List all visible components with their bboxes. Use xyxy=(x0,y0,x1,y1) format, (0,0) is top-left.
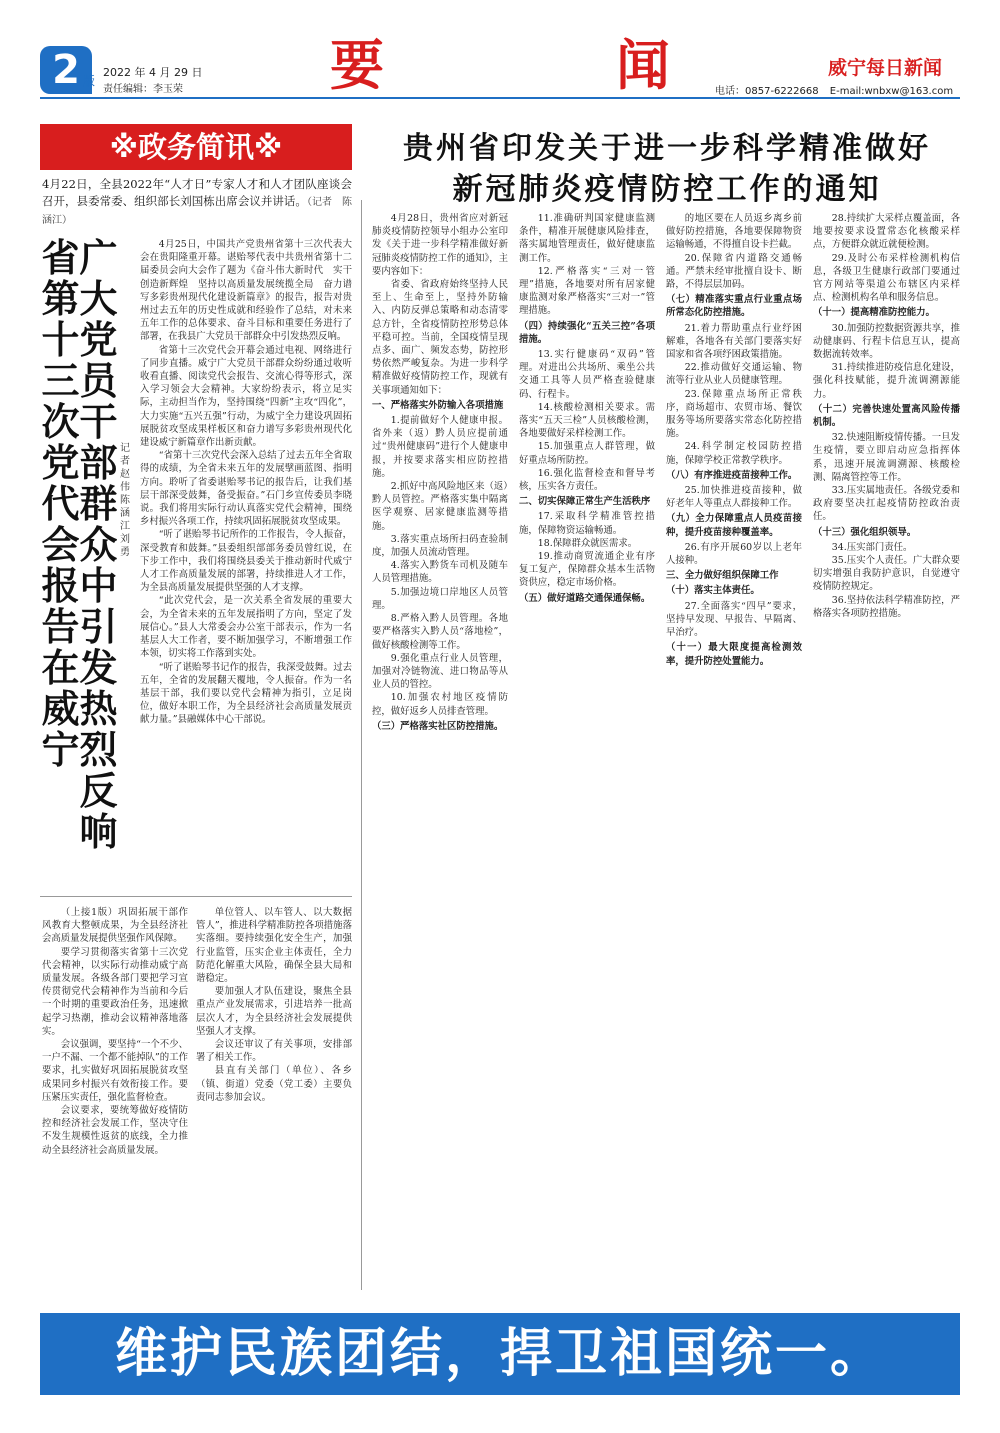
section-subheading: 三、全力做好组织保障工作 xyxy=(666,570,779,582)
paragraph: 要学习贯彻落实省第十三次党代会精神，以实际行动推动威宁高质量发展。各级各部门要把学习宣传贯彻党代会精神作为当前和今后一个时期的重要政治任务，迅速掀起学习热潮，推动会议精神落地落实。 xyxy=(42,946,188,1037)
phone-number: 电话：0857-6222668 xyxy=(715,86,819,97)
paragraph: 省委、省政府始终坚持人民至上、生命至上，坚持外防输入、内防反弹总策略和动态清零总方针，全省疫情防控形势总体平稳可控。当前，全国疫情呈现点多、面广、频发态势，防控形势依然严峻复杂。为进一步科学精准做好疫情防控工作，现就有关事项通知如下： xyxy=(372,279,508,396)
paragraph: 3.落实重点场所扫码查验制度，加强人员流动管理。 xyxy=(372,533,508,559)
paragraph: 4月28日，贵州省应对新冠肺炎疫情防控领导小组办公室印发《关于进一步科学精准做好新冠肺炎疫情防控工作的通知》，主要内容如下： xyxy=(372,213,508,277)
section-subheading: （三）严格落实社区防控措施。 xyxy=(372,720,504,732)
paragraph: 25.加快推进疫苗接种，做好老年人等重点人群接种工作。 xyxy=(666,485,802,510)
paragraph: 28.持续扩大采样点覆盖面，各地要按要求设置常态化核酸采样点，方便群众就近就便检测。 xyxy=(813,213,960,251)
paragraph: 11.准确研判国家健康监测条件，精准开展健康风险排查，落实属地管理责任，做好健康监测工作。 xyxy=(519,213,655,264)
paragraph: 14.核酸检测相关要求。需落实“五天三检”人员核酸检测，各地要做好采样检测工作。 xyxy=(519,401,655,440)
email-address: E-mail:wnbxw@163.com xyxy=(829,86,954,97)
paragraph: 24.科学制定校园防控措施，保障学校正常教学秩序。 xyxy=(666,441,802,466)
paragraph: “听了谌贻琴书记作的报告，我深受鼓舞。过去五年，全省的发展翻天覆地，令人振奋。作为一名基层干部，我们要以党代会精神为指引，立足岗位，做好本职工作，为全县经济社会高质量发展贡献力量。”县融媒体中心干部说。 xyxy=(140,661,352,726)
paragraph: 5.加强边境口岸地区人员管理。 xyxy=(372,586,508,611)
paragraph: 会议还审议了有关事项，安排部署了相关工作。 xyxy=(196,1039,352,1064)
paragraph: 31.持续推进防疫信息化建设，强化科技赋能，提升流调溯源能力。 xyxy=(813,362,960,400)
section-subheading: （五）做好道路交通保通保畅。 xyxy=(519,592,651,604)
notice-column-3 xyxy=(666,212,802,1292)
paragraph: 17.采取科学精准管控措施，保障物资运输畅通。 xyxy=(519,511,655,536)
column-divider xyxy=(361,200,362,1290)
paragraph: 单位管人、以车管人、以大数据管人”，推进科学精准防控各项措施落实落细。要持续强化安全生产，加强行业监管，压实企业主体责任，全力防范化解重大风险，确保全县大局和谐稳定。 xyxy=(196,907,352,985)
vertical-byline: 记者 赵伟 陈涵江 刘勇 xyxy=(120,443,140,558)
paragraph: 26.有序开展60岁以上老年人接种。 xyxy=(666,541,802,567)
editor-credit: 责任编辑：李玉荣 xyxy=(103,84,183,95)
section-subheading: （七）精准落实重点行业重点场所常态化防控措施。 xyxy=(666,294,802,319)
page-number: 2 xyxy=(40,46,92,94)
section-subheading: （十一）提高精准防控能力。 xyxy=(813,307,935,319)
paragraph: 要加强人才队伍建设，聚焦全县重点产业发展需求，引进培养一批高层次人才，为全县经济社会发展提供坚强人才支撑。 xyxy=(196,986,352,1037)
section-subheading: （十）落实主体责任。 xyxy=(666,585,760,597)
masthead xyxy=(0,0,1000,100)
paragraph: 2.抓好中高风险地区来（返）黔人员管控。严格落实集中隔离医学观察、居家健康监测等措施。 xyxy=(372,481,508,532)
paragraph: 13.实行健康码“双码”管理。对进出公共场所、乘坐公共交通工具等人员严格查验健康码、行程卡。 xyxy=(519,349,655,400)
lower-article-column-2 xyxy=(196,906,352,1301)
section-title-char-1: 要 xyxy=(330,33,384,97)
contact-info xyxy=(715,82,953,97)
paragraph: 32.快速阻断疫情传播。一旦发生疫情，要立即启动应急指挥体系，迅速开展流调溯源、核酸检测、隔离管控等工作。 xyxy=(813,432,960,483)
section-title xyxy=(330,30,670,97)
paragraph: 27.全面落实“四早”要求，坚持早发现、早报告、早隔离、早治疗。 xyxy=(666,600,802,639)
paragraph: 15.加强重点人群管理，做好重点场所防控。 xyxy=(519,441,655,466)
paragraph: 35.压实个人责任。广大群众要切实增强自我防护意识，自觉遵守疫情防控规定。 xyxy=(813,555,960,593)
bottom-slogan: 维护民族团结，捍卫祖国统一。 xyxy=(40,1313,960,1395)
vertical-headline-main: 广大党员干部群众中引发热烈反响 xyxy=(79,236,118,854)
section-subheading: （八）有序推进疫苗接种工作。 xyxy=(666,469,798,481)
section-subheading: （十一）最大限度提高检测效率，提升防控处置能力。 xyxy=(666,642,802,667)
paragraph: 29.及时公布采样检测机构信息，各级卫生健康行政部门要通过官方网站等渠道公布辖区内采样点、检测机构名单和服务信息。 xyxy=(813,252,960,304)
paragraph: 16.强化监督检查和督导考核，压实各方责任。 xyxy=(519,467,655,493)
vertical-headline-sub: 省第十三次党代会报告在威宁 xyxy=(41,236,80,772)
paragraph: 18.保障群众就医需求。 xyxy=(537,537,638,549)
paragraph: 县直有关部门（单位）、各乡（镇、街道）党委（党工委）主要负责同志参加会议。 xyxy=(196,1065,352,1103)
notice-column-4 xyxy=(813,212,960,1292)
party-congress-article xyxy=(140,238,352,888)
paragraph: 省第十三次党代会开幕会通过电视、网络进行了同步直播。威宁广大党员干部群众纷纷通过收听收看直播、阅读党代会报告、交流心得等形式，深入学习领会大会精神。大家纷纷表示，将立足实际，主动担当作为，坚持围绕“四新”主攻“四化”，大力实施“五兴五强”行动，为威宁全力建设巩固拓展脱贫攻坚成果样板区和奋力谱写多彩贵州现代化建设威宁新篇章作出新贡献。 xyxy=(140,344,352,449)
page-label: 版 xyxy=(83,74,96,88)
paragraph: 20.保障省内道路交通畅通。严禁未经审批擅自设卡、断路，不得层层加码。 xyxy=(666,252,802,291)
paragraph: 30.加强防控数据资源共享，推动健康码、行程卡信息互认，提高数据流转效率。 xyxy=(813,322,960,361)
newspaper-brand: 威宁每日新闻 xyxy=(828,57,943,79)
section-subheading: （十三）强化组织领导。 xyxy=(813,526,917,538)
paragraph: “省第十三次党代会深入总结了过去五年全省取得的成绩，为全省未来五年的发展擘画蓝图、指明方向。聆听了省委谌贻琴书记的报告后，让我们基层干部深受鼓舞，备受振奋。”石门乡宣传委员李晓说。我们将用实际行动认真落实党代会精神，围绕乡村振兴各项工作，持续巩固拓展脱贫攻坚成果。 xyxy=(140,450,352,528)
paragraph: 1.提前做好个人健康申报。省外来（返）黔人员应提前通过“贵州健康码”进行个人健康申报，并按要求落实相应防控措施。 xyxy=(372,415,508,479)
paragraph: 34.压实部门责任。 xyxy=(831,541,913,553)
issue-date: 2022 年 4 月 29 日 xyxy=(103,66,203,79)
section-subheading: （四）持续强化“五关三控”各项措施。 xyxy=(519,320,655,345)
paragraph: 8.严格入黔人员管理。各地要严格落实入黔人员“落地检”，做好核酸检测等工作。 xyxy=(372,613,508,651)
paragraph: 4.落实入黔货车司机及随车人员管理措施。 xyxy=(372,560,508,585)
headline-line-2: 新冠肺炎疫情防控工作的通知 xyxy=(452,172,882,207)
paragraph: “此次党代会，是一次关系全省发展的重要大会，为全省未来的五年发展指明了方向，坚定了发展信心。”县人大常委会办公室干部表示，作为一名基层人大工作者，要不断加强学习，不断增强工作本领，切实将工作落到实处。 xyxy=(140,595,352,660)
paragraph: 会议强调，要坚持“一个不少、一户不漏、一个都不能掉队”的工作要求，扎实做好巩固拓展脱贫攻坚成果同乡村振兴有效衔接工作。要压紧压实责任，强化监督检查。 xyxy=(42,1039,188,1103)
briefing-title: ※政务简讯※ xyxy=(40,124,352,170)
section-subheading: 一、严格落实外防输入各项措施 xyxy=(372,399,504,411)
section-subheading: （九）全力保障重点人员疫苗接种，提升疫苗接种覆盖率。 xyxy=(666,513,802,538)
paragraph: 会议要求，要统筹做好疫情防控和经济社会发展工作，坚决守住不发生规模性返贫的底线，全力推动全县经济社会高质量发展。 xyxy=(42,1105,188,1156)
notice-column-1 xyxy=(372,212,508,1292)
paragraph: “听了谌贻琴书记所作的工作报告，令人振奋，深受教育和鼓舞。”县委组织部部务委员曾红说，在下步工作中，我们将围绕县委关于推动新时代威宁人才工作高质量发展的部署，持续推进人才工作，为全县高质量发展提供坚强的人才支撑。 xyxy=(140,529,352,594)
briefing-body: 4月22日，全县2022年“人才日”专家人才和人才团队座谈会召开，县委常委、组织部长刘国栋出席会议并讲话。 xyxy=(42,177,352,208)
section-divider xyxy=(40,896,352,897)
paragraph: 36.坚持依法科学精准防控，严格落实各项防控措施。 xyxy=(813,594,960,619)
section-subheading: 二、切实保障正常生产生活秩序 xyxy=(519,496,651,508)
paragraph: 22.推动做好交通运输、物流等行业从业人员健康管理。 xyxy=(666,362,802,387)
headline-line-1: 贵州省印发关于进一步科学精准做好 xyxy=(403,131,931,166)
masthead-rule xyxy=(40,97,960,99)
paragraph: （上接1版）巩固拓展干部作风教育大整顿成果，为全县经济社会高质量发展提供坚强作风保障。 xyxy=(42,907,188,945)
notice-column-2 xyxy=(519,212,655,1292)
section-subheading: （十二）完善快速处置高风险传播机制。 xyxy=(813,403,960,429)
paragraph: 4月25日，中国共产党贵州省第十三次代表大会在贵阳隆重开幕。谌贻琴代表中共贵州省第十二届委员会向大会作了题为《奋斗伟大新时代 实干创造新辉煌 坚持以高质量发展统揽全局 奋力谱写多彩贵州现代化建设新篇章》的报告，报告对贵州过去五年的历史性成就和经验作了总结，对未来五年工作的总体要求、奋斗目标和重要任务进行了部署，在我县广大党员干部群众中引发热烈反响。 xyxy=(140,239,352,343)
paragraph: 10.加强农村地区疫情防控，做好返乡人员排查管理。 xyxy=(372,692,508,717)
main-headline xyxy=(372,128,962,210)
lower-article-column-1 xyxy=(42,906,188,1301)
paragraph: 23.保障重点场所正常秩序，商场超市、农贸市场、餐饮服务等场所要落实常态化防控措施。 xyxy=(666,388,802,440)
briefing-byline: （记者 陈涵江） xyxy=(42,197,353,226)
briefing-text xyxy=(42,176,352,229)
paragraph: 19.推动商贸流通企业有序复工复产，保障群众基本生活物资供应，稳定市场价格。 xyxy=(519,551,655,589)
paragraph: 的地区要在人员返乡离乡前做好防控措施，各地要保障物资运输畅通，不得擅自设卡拦截。 xyxy=(666,213,802,251)
paragraph: 12.严格落实“三对一管理”措施，各地要对所有居家健康监测对象严格落实“三对一”管理措施。 xyxy=(519,265,655,317)
paragraph: 21.着力帮助重点行业纾困解难，各地各有关部门要落实好国家和省各项纾困政策措施。 xyxy=(666,322,802,361)
section-title-char-2: 闻 xyxy=(616,33,670,97)
paragraph: 33.压实属地责任。各级党委和政府要坚决扛起疫情防控政治责任。 xyxy=(813,485,960,523)
paragraph: 9.强化重点行业人员管理，加强对冷链物流、进口物品等从业人员的管控。 xyxy=(372,652,508,691)
